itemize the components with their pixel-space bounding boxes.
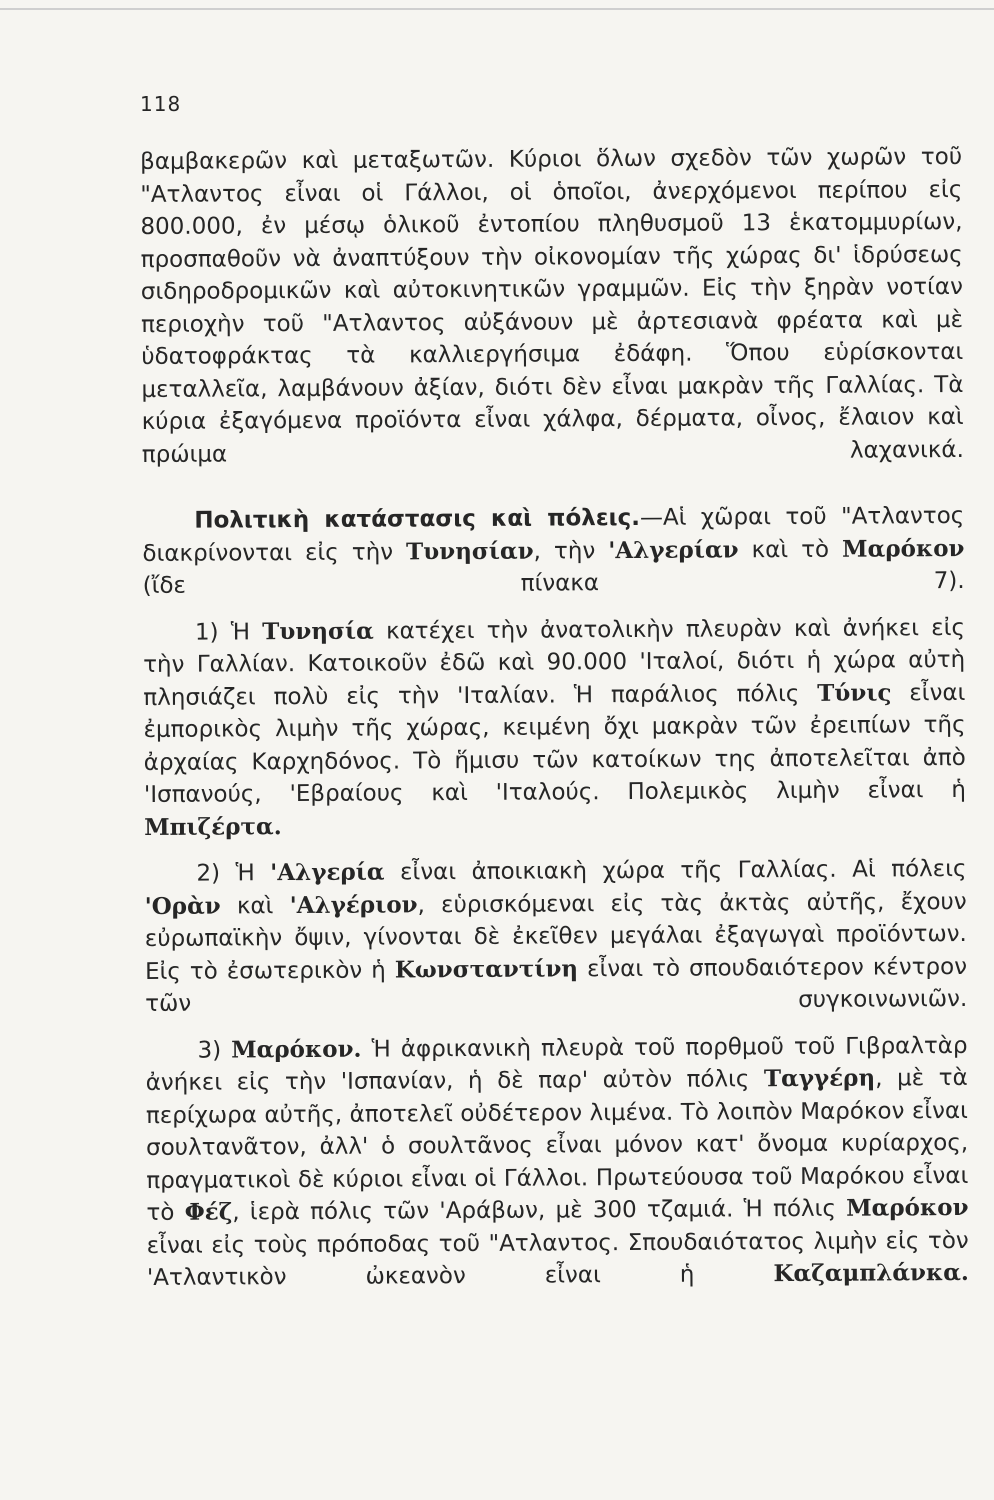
text-run: 1) Ἡ [194, 618, 263, 646]
paragraph-tunisia [143, 611, 966, 844]
top-border-line [0, 8, 994, 10]
text-run: Ἡ ἀφρικανικὴ πλευρὰ τοῦ πορθμοῦ τοῦ Γιβραλτὰρ ἀνήκει εἰς τὴν 'Ισπανίαν, ἡ δὲ παρ' αὐτὸν πόλις [145, 1032, 968, 1096]
bold-place-name: Μαρόκον [846, 1193, 969, 1222]
text-run: 2) Ἡ [196, 860, 271, 887]
text-run: 3) [197, 1036, 232, 1064]
bold-place-name: 'Αλγερία [270, 858, 385, 887]
text-run: —Αἱ χῶραι τοῦ "Ατλαντος διακρίνονται εἰς τὴν [142, 502, 965, 567]
paragraph-algeria [144, 853, 967, 1021]
bold-place-name: 'Ορὰν [144, 892, 221, 920]
paragraph-intro [140, 141, 964, 471]
bold-place-name: Καζαμπλάνκα. [773, 1258, 969, 1288]
bold-place-name: Τυνησίαν [406, 537, 534, 565]
page-number: 118 [140, 92, 182, 116]
bold-place-name: Τύνις [817, 678, 892, 707]
text-run: , ἱερὰ πόλις τῶν 'Αράβων, μὲ 300 τζαμιά. Ἡ πόλις [232, 1195, 847, 1226]
bold-place-name: Μαρόκον [842, 534, 965, 563]
text-run: εἶναι ἐμπορικὸς λιμὴν τῆς χώρας, κειμένη ὄχι μακρὰν τῶν ἐρειπίων τῆς ἀρχαίας Καρχηδόνος. Τὸ ἥμισυ τῶν κατοίκων της ἀποτελεῖται ἀπὸ 'Ισπανούς, 'Εβραίους καὶ 'Ιταλούς. Πολεμικὸς λιμὴν εἶναι ἡ [143, 679, 967, 808]
bold-place-name: Κωνσταντίνη [394, 954, 579, 983]
bold-place-name: Ταγγέρη [763, 1064, 876, 1093]
bold-place-name: Τυνησία [262, 617, 374, 645]
text-run: , τὴν [533, 537, 609, 565]
section-heading: Πολιτικὴ κατάστασις καὶ πόλεις. [194, 504, 641, 534]
text-run: , μὲ τὰ περίχωρα αὐτῆς, ἀποτελεῖ οὐδέτερον λιμένα. Τὸ λοιπὸν Μαρόκον εἶναι σουλτανᾶτον, ἀλλ' ὁ σουλτᾶνος εἶναι μόνον κατ' ὄνομα κυρίαρχος, πραγματικοὶ δὲ κύριοι εἶναι οἱ Γάλλοι. Πρωτεύουσα τοῦ Μαρόκου εἶναι τὸ [145, 1064, 969, 1226]
text-run: εἶναι εἰς τοὺς πρόποδας τοῦ "Ατλαντος. Σπουδαιότατος λιμὴν εἰς τὸν 'Ατλαντικὸν ὠκεανὸν εἶναι ἡ [146, 1227, 969, 1291]
page-body [140, 141, 969, 1294]
bold-place-name: 'Αλγέριον [289, 890, 418, 919]
text-run: εἶναι τὸ σπουδαιότερον κέντρον τῶν συγκοινωνιῶν. [145, 953, 968, 1017]
bold-place-name: Φέζ [184, 1198, 233, 1226]
text-run: βαμβακερῶν καὶ μεταξωτῶν. Κύριοι ὅλων σχεδὸν τῶν χωρῶν τοῦ "Ατλαντος εἶναι οἱ Γάλλοι, οἱ ὁποῖοι, ἀνερχόμενοι περίπου εἰς 800.000, ἐν μέσῳ ὁλικοῦ ἐντοπίου πληθυσμοῦ 13 ἑκατομμυρίων, προσπαθοῦν νὰ ἀναπτύξουν τὴν οἰκονομίαν τῆς χώρας δι' ἱδρύσεως σιδηροδρομικῶν καὶ αὐτοκινητικῶν γραμμῶν. Εἰς τὴν ξηρὰν νοτίαν περιοχὴν τοῦ "Ατλαντος αὐξάνουν μὲ ἀρτεσιανὰ φρέατα καὶ μὲ ὑδατοφράκτας τὰ καλλιεργήσιμα ἐδάφη. Ὅπου εὑρίσκονται μεταλλεῖα, λαμβάνουν ἀξίαν, διότι δὲν εἶναι μακρὰν τῆς Γαλλίας. Τὰ κύρια ἐξαγόμενα προϊόντα εἶναι χάλφα, δέρματα, οἶνος, ἔλαιον καὶ πρώιμα λαχανικά. [140, 143, 964, 468]
bold-place-name: Μαρόκον. [231, 1035, 362, 1063]
text-run: καὶ [220, 892, 290, 920]
text-run: , εὑρισκόμεναι εἰς τὰς ἀκτὰς αὐτῆς, ἔχουν εὐρωπαϊκὴν ὄψιν, γίνονται δὲ ἐκεῖθεν μεγάλαι ἐξαγωγαὶ προϊόντων. Εἰς τὸ ἐσωτερικὸν ἡ [144, 888, 967, 985]
text-run: (ἴδε πίνακα 7). [142, 567, 965, 599]
paragraph-political-situation [142, 500, 965, 603]
paragraph-morocco [145, 1029, 969, 1294]
text-run: εἶναι ἀποικιακὴ χώρα τῆς Γαλλίας. Αἱ πόλεις [384, 855, 967, 886]
text-run: κατέχει τὴν ἀνατολικὴν πλευρὰν καὶ ἀνήκει εἰς τὴν Γαλλίαν. Κατοικοῦν ἐδῶ καὶ 90.000 'Ιταλοί, διότι ἡ χώρα αὐτὴ πλησιάζει πολὺ εἰς τὴν 'Ιταλίαν. Ἡ παράλιος πόλις [143, 614, 966, 711]
bold-place-name: Μπιζέρτα. [144, 812, 282, 841]
text-run: καὶ τὸ [738, 536, 843, 563]
bold-place-name: 'Αλγερίαν [608, 535, 739, 564]
